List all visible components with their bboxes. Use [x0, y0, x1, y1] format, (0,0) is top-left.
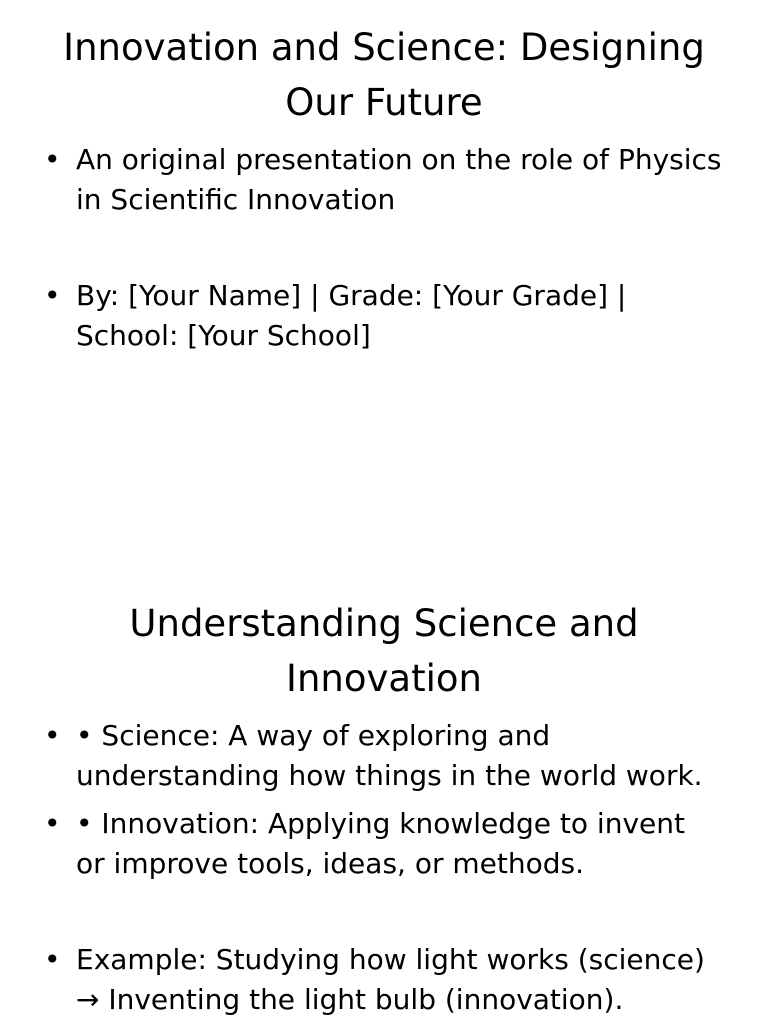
bullet-dot: • — [44, 143, 61, 176]
bullet-dot: • — [44, 719, 61, 752]
bullet-text: • Science: A way of exploring and understanding how things in the world work. — [76, 719, 703, 792]
bullet-text: • Innovation: Applying knowledge to invent or improve tools, ideas, or methods. — [76, 807, 685, 880]
bullet-text: By: [Your Name] | Grade: [Your Grade] | School: [Your School] — [76, 279, 627, 352]
bullet-list — [0, 716, 768, 1020]
slide-title: Innovation and Science: Designing Our Future — [63, 26, 705, 124]
bullet-item — [0, 140, 768, 220]
slide-title: Understanding Science and Innovation — [129, 602, 639, 700]
bullet-text: Example: Studying how light works (science) → Inventing the light bulb (innovation). — [76, 943, 705, 1016]
bullet-item — [0, 276, 768, 356]
bullet-spacer — [0, 220, 768, 276]
bullet-item — [0, 716, 768, 796]
bullet-spacer — [0, 884, 768, 940]
bullet-dot: • — [44, 279, 61, 312]
bullet-dot: • — [44, 943, 61, 976]
slide-2 — [0, 576, 768, 1024]
bullet-item — [0, 804, 768, 884]
bullet-spacer — [0, 796, 768, 804]
bullet-text: An original presentation on the role of Physics in Scientific Innovation — [76, 143, 722, 216]
bullet-dot: • — [44, 807, 61, 840]
bullet-item — [0, 940, 768, 1020]
bullet-list — [0, 140, 768, 356]
